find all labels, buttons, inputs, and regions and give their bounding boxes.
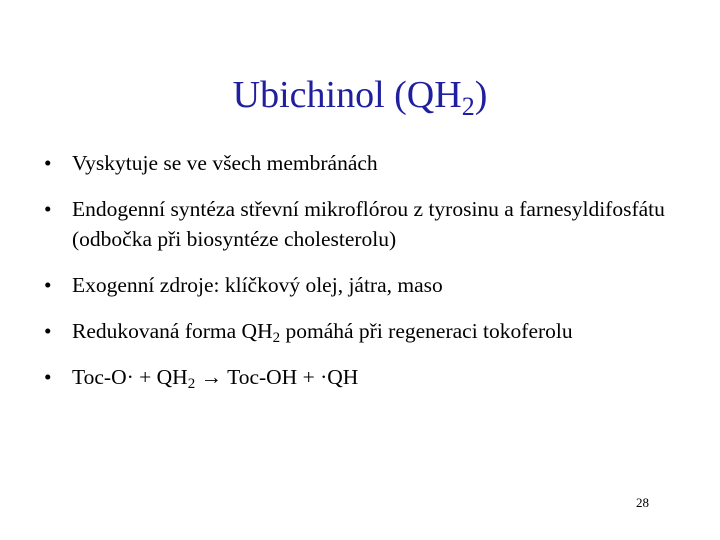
bullet-text: Endogenní syntéza střevní mikroflórou z tyrosinu a farnesyldifosfátu (odbočka při biosyntéze cholesterolu) — [72, 197, 665, 251]
bullet-item — [44, 316, 704, 346]
bullet-text-before: Toc-O· + QH — [72, 365, 188, 389]
title-subscript: 2 — [461, 92, 475, 121]
bullet-text-before: Redukovaná forma QH — [72, 319, 273, 343]
bullet-icon: • — [44, 319, 52, 343]
bullet-subscript: 2 — [187, 376, 196, 392]
bullet-text: Exogenní zdroje: klíčkový olej, játra, maso — [72, 273, 443, 297]
bullet-text: Vyskytuje se ve všech membránách — [72, 151, 378, 175]
title-close: ) — [474, 74, 488, 116]
bullet-subscript: 2 — [272, 330, 281, 346]
bullet-text-after: pomáhá při regeneraci tokoferolu — [280, 319, 573, 343]
slide-title — [0, 70, 720, 120]
bullet-item — [44, 362, 704, 392]
bullet-icon: • — [44, 197, 52, 221]
bullet-icon: • — [44, 273, 52, 297]
bullet-icon: • — [44, 365, 52, 389]
bullet-list — [44, 148, 704, 392]
bullet-item — [44, 194, 704, 254]
title-main: Ubichinol (QH — [232, 74, 462, 116]
page-number: 28 — [636, 495, 649, 510]
bullet-item — [44, 148, 704, 178]
bullet-icon: • — [44, 151, 52, 175]
bullet-item — [44, 270, 704, 300]
bullet-text-after: → Toc-OH + ·QH — [195, 365, 359, 389]
